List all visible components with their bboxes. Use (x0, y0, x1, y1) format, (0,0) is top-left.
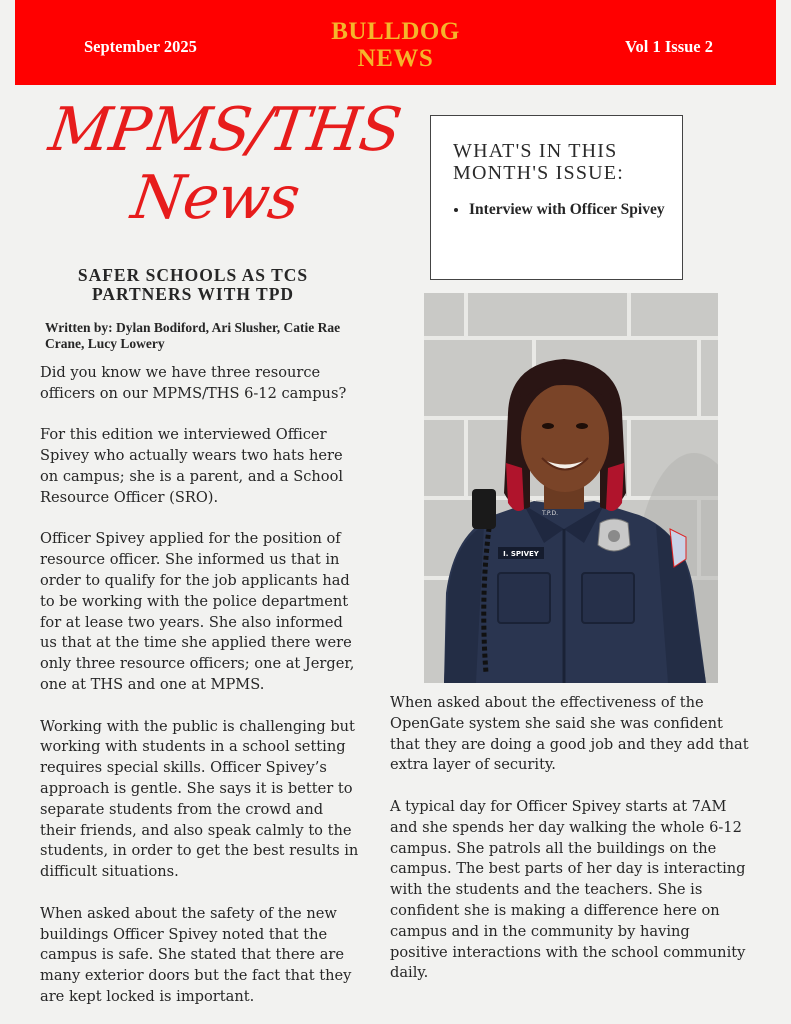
collar-tag: T.P.D. (542, 510, 558, 517)
headline-line2: PARTNERS WITH TPD (91, 284, 295, 304)
contents-list (469, 200, 668, 220)
officer-photo (424, 293, 718, 683)
article-headline (40, 266, 346, 304)
paragraph: Officer Spivey applied for the position of resource officer. She informed us that in order to qualify for the job applicants had to be working with the police department for at lease two years. She also informed us that at the time she applied there were only three resource officers; one at Jerger, one at THS and one at MPMS. (40, 530, 355, 693)
newsletter-title-line1: BULLDOG (331, 18, 460, 45)
paragraph: A typical day for Officer Spivey starts at 7AM and she spends her day walking the whole 6-12 campus. She patrols all the buildings on the campus. The best parts of her day is interacting with the students and the teachers. She is confident she is making a difference here on campus and in the community by having positive interactions with the school community daily. (390, 797, 746, 982)
issue-date: September 2025 (84, 37, 197, 56)
masthead-line2: News (127, 163, 304, 233)
headline-line1: SAFER SCHOOLS AS TCS (77, 265, 309, 285)
article-column-left (40, 363, 362, 1024)
masthead-line1: MPMS/THS (44, 95, 405, 165)
contents-item: • Interview with Officer Spivey (469, 200, 668, 220)
header-banner (15, 0, 776, 85)
paragraph: Did you know we have three resource officers on our MPMS/THS 6-12 campus? (40, 364, 347, 402)
paragraph: For this edition we interviewed Officer Spivey who actually wears two hats here on campus; she is a parent, and a School Resource Officer (SRO). (40, 426, 344, 506)
article-byline: Written by: Dylan Bodiford, Ari Slusher, Catie Rae Crane, Lucy Lowery (45, 320, 341, 351)
article-column-right (390, 693, 750, 1005)
newsletter-title-line2: NEWS (357, 45, 434, 72)
contents-box (430, 115, 683, 280)
paragraph: When asked about the effectiveness of the OpenGate system she said she was confident that they are doing a good job and they add that extra layer of security. (390, 694, 749, 774)
officer-portrait-illustration (424, 293, 718, 683)
masthead-title (30, 96, 409, 232)
paragraph: Working with the public is challenging but working with students in a school setting requires special skills. Officer Spivey’s approach is gentle. She says it is better to separate students from the crowd and their friends, and also speak calmly to the students, in order to get the best results in difficult situations. (40, 717, 359, 881)
contents-title: WHAT'S IN THIS MONTH'S ISSUE: (453, 140, 624, 184)
uniform-name-tag: I. SPIVEY (503, 550, 539, 558)
issue-number: Vol 1 Issue 2 (625, 37, 713, 56)
paragraph: When asked about the safety of the new buildings Officer Spivey noted that the campus is safe. She stated that there are many exterior doors but the fact that they are kept locked is important. (40, 904, 352, 1005)
